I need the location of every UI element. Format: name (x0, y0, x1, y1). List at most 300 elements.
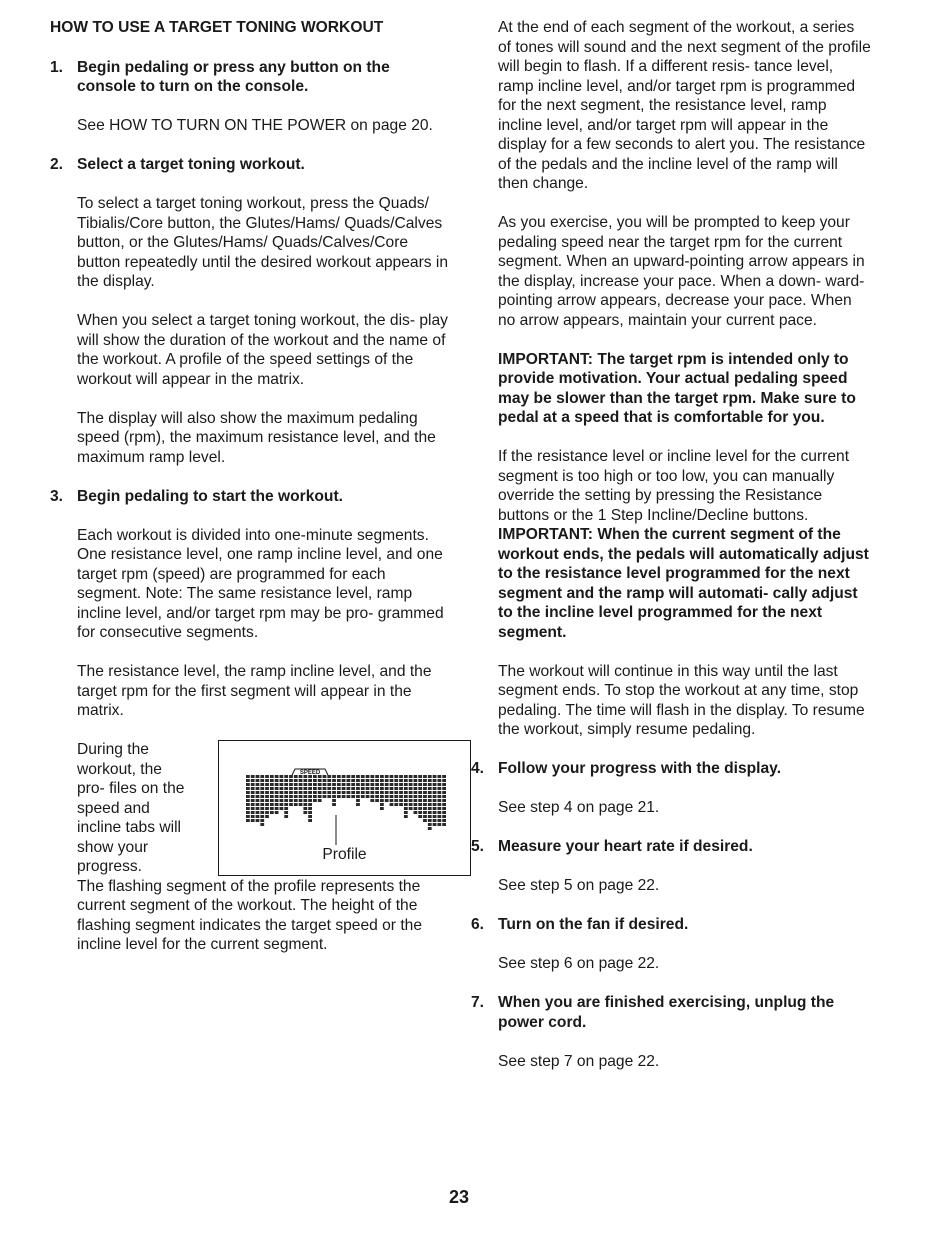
matrix-cell (270, 775, 274, 778)
matrix-cell (323, 795, 327, 798)
matrix-cell (303, 787, 307, 790)
paragraph: The resistance level, the ramp incline level, and the target rpm for the first segment will appear in the matrix. (77, 663, 432, 719)
paragraph: The display will also show the maximum pedaling speed (rpm), the maximum resistance level, and the maximum ramp level. (77, 409, 436, 466)
matrix-cell (347, 787, 351, 790)
matrix-cell (260, 787, 264, 790)
matrix-cell (246, 795, 250, 798)
matrix-cell (380, 795, 384, 798)
matrix-cell (332, 795, 336, 798)
profile-bars (246, 775, 446, 830)
paragraph: The workout will continue in this way until the last segment ends. To stop the workout at any time, stop pedaling. The time will flash in the display. To resume the workout, simply resume pedaling. (498, 662, 865, 738)
step-title: Select a target toning workout. (77, 156, 305, 173)
matrix-cell (399, 779, 403, 782)
matrix-cell (303, 795, 307, 798)
matrix-cell (375, 783, 379, 786)
matrix-cell (428, 811, 432, 814)
matrix-cell (433, 819, 437, 822)
matrix-cell (342, 779, 346, 782)
matrix-cell (375, 775, 379, 778)
matrix-cell (375, 787, 379, 790)
matrix-cell (399, 775, 403, 778)
matrix-cell (299, 787, 303, 790)
matrix-cell (366, 779, 370, 782)
matrix-cell (256, 819, 260, 822)
matrix-cell (404, 815, 408, 818)
matrix-cell (246, 779, 250, 782)
matrix-cell (385, 791, 389, 794)
matrix-cell (409, 795, 413, 798)
matrix-cell (337, 795, 341, 798)
matrix-cell (260, 799, 264, 802)
matrix-cell (380, 783, 384, 786)
matrix-cell (308, 787, 312, 790)
matrix-cell (437, 823, 441, 826)
matrix-cell (318, 783, 322, 786)
matrix-cell (437, 811, 441, 814)
matrix-cell (442, 779, 446, 782)
matrix-cell (337, 787, 341, 790)
matrix-cell (428, 823, 432, 826)
step-title: When you are finished exercising, unplug the power cord. (498, 994, 835, 1031)
matrix-cell (428, 779, 432, 782)
matrix-cell (256, 811, 260, 814)
matrix-cell (313, 791, 317, 794)
matrix-cell (414, 799, 418, 802)
step-number: 4. (471, 760, 485, 777)
matrix-cell (284, 779, 288, 782)
matrix-cell (342, 791, 346, 794)
matrix-cell (409, 803, 413, 806)
matrix-cell (390, 795, 394, 798)
matrix-cell (356, 787, 360, 790)
matrix-cell (404, 783, 408, 786)
matrix-cell (399, 803, 403, 806)
matrix-cell (251, 799, 255, 802)
matrix-cell (299, 803, 303, 806)
matrix-cell (442, 783, 446, 786)
matrix-cell (284, 791, 288, 794)
matrix-cell (246, 787, 250, 790)
matrix-cell (390, 799, 394, 802)
step-2 (50, 155, 450, 467)
matrix-cell (437, 807, 441, 810)
matrix-cell (260, 807, 264, 810)
profile-figure (218, 740, 471, 876)
matrix-cell (414, 807, 418, 810)
paragraph: If the resistance level or incline level for the current segment is too high or too low, you can manually override the setting by pressing the Resistance buttons or the 1 Step Incline/Decline buttons. (498, 448, 850, 524)
matrix-cell (442, 815, 446, 818)
matrix-cell (294, 775, 298, 778)
matrix-cell (332, 783, 336, 786)
important-note: IMPORTANT: The target rpm is intended only to provide motivation. Your actual pedaling speed may be slower than the target rpm. Make sure to pedal at a speed that is comfortable for you. (498, 350, 856, 426)
speed-tab-label: SPEED (299, 770, 321, 776)
matrix-cell (318, 799, 322, 802)
figure-wrap (77, 740, 450, 877)
matrix-cell (265, 807, 269, 810)
matrix-cell (370, 795, 374, 798)
matrix-cell (294, 799, 298, 802)
matrix-cell (318, 779, 322, 782)
matrix-cell (260, 803, 264, 806)
matrix-cell (361, 787, 365, 790)
matrix-cell (265, 787, 269, 790)
matrix-cell (351, 779, 355, 782)
matrix-cell (265, 799, 269, 802)
matrix-cell (423, 819, 427, 822)
matrix-cell (442, 811, 446, 814)
matrix-cell (265, 803, 269, 806)
step-title: Begin pedaling to start the workout. (77, 487, 343, 505)
matrix-cell (251, 803, 255, 806)
matrix-cell (385, 799, 389, 802)
matrix-cell (308, 791, 312, 794)
matrix-cell (318, 791, 322, 794)
matrix-cell (289, 803, 293, 806)
matrix-cell (284, 799, 288, 802)
matrix-cell (337, 791, 341, 794)
matrix-cell (256, 783, 260, 786)
matrix-cell (399, 787, 403, 790)
matrix-cell (303, 803, 307, 806)
matrix-cell (370, 779, 374, 782)
matrix-cell (442, 775, 446, 778)
matrix-cell (366, 775, 370, 778)
matrix-cell (260, 783, 264, 786)
matrix-cell (327, 787, 331, 790)
matrix-cell (303, 783, 307, 786)
matrix-cell (289, 787, 293, 790)
step-6 (471, 915, 871, 974)
step-3 (50, 487, 450, 955)
matrix-cell (390, 787, 394, 790)
matrix-cell (294, 803, 298, 806)
matrix-cell (409, 775, 413, 778)
matrix-cell (423, 787, 427, 790)
matrix-cell (404, 775, 408, 778)
matrix-cell (380, 803, 384, 806)
step-number: 7. (471, 994, 485, 1011)
step-1 (50, 58, 450, 136)
matrix-cell (356, 775, 360, 778)
matrix-cell (246, 775, 250, 778)
matrix-cell (284, 787, 288, 790)
matrix-cell (385, 795, 389, 798)
paragraph: When you select a target toning workout, the dis- play will show the duration of the workout and the name of the workout. A profile of the speed settings of the workout will appear in the matrix. (77, 312, 448, 388)
matrix-cell (380, 791, 384, 794)
matrix-cell (404, 779, 408, 782)
matrix-cell (347, 779, 351, 782)
matrix-cell (303, 811, 307, 814)
matrix-cell (270, 807, 274, 810)
matrix-cell (394, 787, 398, 790)
matrix-cell (323, 779, 327, 782)
matrix-cell (256, 815, 260, 818)
matrix-cell (299, 779, 303, 782)
matrix-cell (418, 799, 422, 802)
matrix-cell (414, 803, 418, 806)
matrix-cell (437, 795, 441, 798)
matrix-cell (337, 775, 341, 778)
matrix-cell (418, 779, 422, 782)
matrix-cell (246, 791, 250, 794)
matrix-cell (428, 827, 432, 830)
matrix-cell (299, 791, 303, 794)
step-body: See HOW TO TURN ON THE POWER on page 20. (77, 117, 433, 134)
matrix-cell (437, 815, 441, 818)
matrix-cell (280, 783, 284, 786)
step-4 (471, 759, 871, 818)
matrix-cell (351, 783, 355, 786)
matrix-cell (375, 791, 379, 794)
matrix-cell (428, 803, 432, 806)
matrix-cell (313, 795, 317, 798)
matrix-cell (284, 811, 288, 814)
matrix-cell (414, 775, 418, 778)
matrix-cell (366, 795, 370, 798)
matrix-cell (418, 803, 422, 806)
matrix-cell (418, 811, 422, 814)
matrix-cell (347, 795, 351, 798)
matrix-cell (265, 815, 269, 818)
matrix-cell (437, 803, 441, 806)
matrix-cell (433, 787, 437, 790)
matrix-cell (270, 795, 274, 798)
matrix-cell (280, 799, 284, 802)
matrix-cell (428, 815, 432, 818)
matrix-cell (280, 791, 284, 794)
matrix-cell (433, 775, 437, 778)
matrix-cell (390, 775, 394, 778)
paragraph: At the end of each segment of the workout, a series of tones will sound and the next segment of the profile will begin to flash. If a different resis- tance level, ramp incline level, and/or target rpm is programmed for the next segment, the resistance level, ramp incline level, and/or target rpm will appear in the display for a few seconds to alert you. The resistance of the pedals and the incline level of the ramp will then change. (498, 19, 871, 192)
matrix-cell (423, 807, 427, 810)
matrix-cell (361, 779, 365, 782)
matrix-cell (275, 783, 279, 786)
matrix-cell (347, 783, 351, 786)
matrix-cell (280, 787, 284, 790)
matrix-cell (260, 819, 264, 822)
matrix-cell (303, 807, 307, 810)
matrix-cell (414, 791, 418, 794)
matrix-cell (308, 803, 312, 806)
matrix-cell (433, 783, 437, 786)
matrix-cell (399, 791, 403, 794)
matrix-cell (275, 799, 279, 802)
matrix-cell (275, 811, 279, 814)
matrix-cell (289, 799, 293, 802)
matrix-cell (327, 783, 331, 786)
matrix-cell (437, 783, 441, 786)
matrix-cell (327, 795, 331, 798)
matrix-cell (332, 791, 336, 794)
matrix-cell (337, 779, 341, 782)
matrix-cell (294, 779, 298, 782)
matrix-cell (404, 807, 408, 810)
matrix-cell (423, 803, 427, 806)
matrix-cell (385, 783, 389, 786)
matrix-cell (390, 783, 394, 786)
matrix-cell (380, 775, 384, 778)
matrix-cell (347, 791, 351, 794)
matrix-cell (409, 791, 413, 794)
matrix-cell (275, 791, 279, 794)
matrix-cell (428, 787, 432, 790)
matrix-cell (256, 795, 260, 798)
matrix-cell (414, 811, 418, 814)
matrix-cell (361, 783, 365, 786)
matrix-cell (303, 791, 307, 794)
matrix-cell (394, 775, 398, 778)
matrix-cell (361, 791, 365, 794)
step-title: Turn on the fan if desired. (498, 916, 689, 933)
step-body: See step 5 on page 22. (498, 877, 660, 894)
matrix-cell (380, 799, 384, 802)
matrix-cell (284, 775, 288, 778)
matrix-cell (356, 783, 360, 786)
matrix-cell (399, 799, 403, 802)
matrix-cell (303, 779, 307, 782)
matrix-cell (265, 775, 269, 778)
matrix-cell (409, 787, 413, 790)
matrix-cell (404, 799, 408, 802)
matrix-cell (256, 787, 260, 790)
matrix-cell (437, 819, 441, 822)
paragraph: The flashing segment of the profile represents the current segment of the workout. The height of the flashing segment indicates the target speed or the incline level for the current segment. (77, 877, 423, 953)
matrix-cell (280, 807, 284, 810)
step-body: See step 4 on page 21. (498, 799, 660, 816)
matrix-cell (327, 779, 331, 782)
matrix-cell (423, 799, 427, 802)
matrix-cell (390, 779, 394, 782)
matrix-cell (294, 783, 298, 786)
matrix-cell (404, 795, 408, 798)
matrix-cell (270, 791, 274, 794)
matrix-cell (418, 787, 422, 790)
section-heading: HOW TO USE A TARGET TONING WORKOUT (50, 19, 384, 36)
matrix-cell (433, 779, 437, 782)
matrix-cell (332, 775, 336, 778)
matrix-cell (442, 799, 446, 802)
matrix-cell (399, 795, 403, 798)
step-5 (471, 837, 871, 896)
matrix-cell (332, 787, 336, 790)
matrix-cell (399, 783, 403, 786)
matrix-cell (327, 791, 331, 794)
matrix-cell (280, 779, 284, 782)
matrix-cell (414, 779, 418, 782)
matrix-cell (275, 803, 279, 806)
matrix-cell (437, 779, 441, 782)
matrix-cell (275, 795, 279, 798)
matrix-cell (308, 807, 312, 810)
matrix-cell (265, 795, 269, 798)
paragraph-float: During the workout, the pro- files on the speed and incline tabs will show your progress. (77, 741, 185, 875)
matrix-cell (260, 791, 264, 794)
matrix-cell (308, 811, 312, 814)
matrix-cell (394, 783, 398, 786)
matrix-cell (418, 795, 422, 798)
matrix-cell (437, 799, 441, 802)
matrix-cell (356, 795, 360, 798)
matrix-cell (270, 787, 274, 790)
matrix-cell (356, 791, 360, 794)
matrix-cell (437, 787, 441, 790)
matrix-cell (260, 779, 264, 782)
matrix-cell (433, 803, 437, 806)
matrix-cell (428, 819, 432, 822)
matrix-cell (246, 799, 250, 802)
matrix-cell (394, 803, 398, 806)
matrix-cell (380, 807, 384, 810)
figure-caption: Profile (322, 846, 367, 863)
matrix-cell (342, 783, 346, 786)
matrix-cell (361, 775, 365, 778)
matrix-cell (409, 779, 413, 782)
matrix-cell (265, 811, 269, 814)
matrix-cell (375, 795, 379, 798)
matrix-cell (385, 775, 389, 778)
matrix-cell (342, 787, 346, 790)
matrix-cell (260, 815, 264, 818)
matrix-cell (323, 791, 327, 794)
matrix-cell (289, 795, 293, 798)
matrix-cell (433, 811, 437, 814)
matrix-cell (251, 795, 255, 798)
matrix-cell (375, 779, 379, 782)
matrix-cell (428, 791, 432, 794)
matrix-cell (308, 819, 312, 822)
matrix-cell (442, 787, 446, 790)
matrix-cell (370, 787, 374, 790)
matrix-cell (284, 803, 288, 806)
matrix-cell (332, 803, 336, 806)
matrix-cell (375, 799, 379, 802)
matrix-cell (294, 787, 298, 790)
matrix-cell (370, 783, 374, 786)
matrix-cell (260, 823, 264, 826)
matrix-cell (270, 779, 274, 782)
matrix-cell (370, 791, 374, 794)
matrix-cell (270, 783, 274, 786)
matrix-cell (303, 799, 307, 802)
step-number: 2. (50, 156, 64, 173)
step-body: See step 6 on page 22. (498, 955, 660, 972)
matrix-cell (418, 807, 422, 810)
matrix-cell (428, 783, 432, 786)
matrix-cell (256, 779, 260, 782)
matrix-cell (256, 799, 260, 802)
matrix-cell (313, 799, 317, 802)
matrix-cell (246, 811, 250, 814)
matrix-cell (437, 791, 441, 794)
matrix-cell (394, 791, 398, 794)
matrix-cell (423, 783, 427, 786)
matrix-cell (442, 791, 446, 794)
matrix-cell (251, 815, 255, 818)
matrix-cell (280, 775, 284, 778)
matrix-cell (356, 803, 360, 806)
matrix-cell (313, 783, 317, 786)
matrix-cell (428, 795, 432, 798)
matrix-cell (394, 799, 398, 802)
matrix-cell (275, 807, 279, 810)
matrix-cell (284, 807, 288, 810)
matrix-cell (342, 775, 346, 778)
matrix-cell (366, 783, 370, 786)
matrix-cell (280, 795, 284, 798)
matrix-cell (299, 783, 303, 786)
matrix-cell (318, 787, 322, 790)
matrix-cell (284, 815, 288, 818)
